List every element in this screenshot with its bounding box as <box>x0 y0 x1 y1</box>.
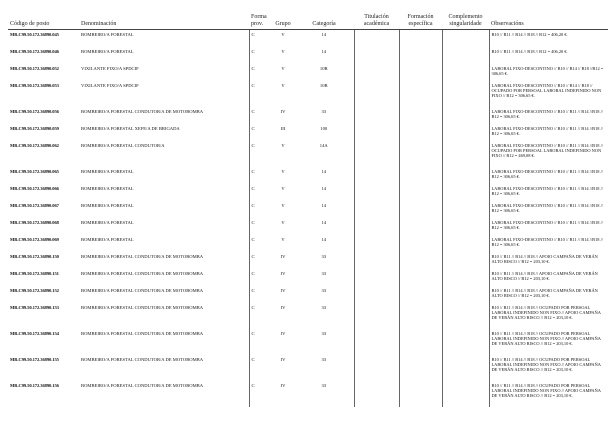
row-categoria: 33 <box>321 382 327 388</box>
table-row <box>8 381 608 407</box>
row-denominacion: BOMBEIRO/A FORESTAL CONDUTOR/A <box>81 142 165 148</box>
row-grupo: IV <box>280 382 286 388</box>
row-titulacion <box>354 64 399 81</box>
row-grupo: V <box>281 236 285 242</box>
row-forma-prov: C <box>249 81 272 107</box>
row-complemento <box>442 81 489 107</box>
row-observacions: B10 // B11 // B14 // B18 // B12 = 406,20 €. <box>491 32 568 37</box>
row-grupo: III <box>280 125 286 131</box>
row-forma-prov: C <box>249 30 272 47</box>
row-forma-prov: C <box>249 235 272 252</box>
row-formacion <box>399 167 442 184</box>
row-forma-prov: C <box>249 184 272 201</box>
row-denominacion: BOMBEIRO/A FORESTAL <box>81 236 134 242</box>
row-observacions: B10 // B11 // B14 // B18 // B12 = 406,20 €. <box>491 48 568 54</box>
row-observacions: LABORAL FIXO-DESCONTINO // B10 // B11 // B14 //B18 // B12 = 306,65 €. <box>491 108 604 119</box>
row-forma-prov: C <box>249 141 272 167</box>
row-grupo: V <box>281 168 285 174</box>
row-titulacion <box>354 184 399 201</box>
row-observacions: B10 // B11 // B14 // B18 // OCUPADO POR PERSOAL LABORAL INDEFINIDO NON FIXO // APOIO CAMPAÑA DE VERÁN ALTO RISCO // B12 = 203,10 €. <box>491 356 601 373</box>
table-row <box>8 303 608 329</box>
row-titulacion <box>354 107 399 124</box>
row-formacion <box>399 107 442 124</box>
table-body <box>8 30 608 407</box>
row-titulacion <box>354 355 399 381</box>
row-grupo: V <box>281 32 285 37</box>
row-code: MR.C99.50.172.36890.155 <box>10 356 59 362</box>
row-formacion <box>399 303 442 329</box>
row-code: MR.C99.50.172.36890.046 <box>10 48 59 54</box>
table-row <box>8 329 608 355</box>
row-observacions: LABORAL FIXO-DESCONTINO // B10 // B11 // B14 //B18 // B12 = 306,65 €. <box>491 185 604 196</box>
row-observacions: B10 // B11 // B14 // B18 // APOIO CAMPAÑA DE VERÁN ALTO RISCO // B12 = 203,10 €. <box>491 253 598 264</box>
table-row <box>8 286 608 303</box>
row-observacions: LABORAL FIXO-DESCONTINO // B10 // B11 // B14 //B18 // B12 = 306,65 €. <box>491 202 604 213</box>
row-titulacion <box>354 167 399 184</box>
row-observacions: LABORAL FIXO-DESCONTINO // B10 // B11 // B14 //B18 // B12 = 306,65 €. <box>491 168 604 179</box>
row-formacion <box>399 47 442 64</box>
row-categoria: 100 <box>320 125 328 131</box>
row-complemento <box>442 355 489 381</box>
row-denominacion: BOMBEIRO/A FORESTAL CONDUTOR/A DE MOTOBOMBA <box>81 108 204 114</box>
row-denominacion: BOMBEIRO/A FORESTAL <box>81 32 134 37</box>
row-grupo: IV <box>280 108 286 114</box>
row-grupo: V <box>281 82 285 88</box>
row-observacions: B10 // B11 // B14 // B18 // OCUPADO POR PERSOAL LABORAL INDEFINIDO NON FIXO // APOIO CAMPAÑA DE VERÁN ALTO RISCO // B12 = 203,10 €. <box>491 330 601 347</box>
table-row <box>8 252 608 269</box>
row-complemento <box>442 381 489 407</box>
row-observacions: LABORAL FIXO-DESCONTINO // B10 // B11 // B14 //B18 // B12 = 306,65 €. <box>491 125 604 136</box>
positions-table <box>8 14 608 407</box>
row-categoria: 33 <box>321 108 327 114</box>
row-categoria: 33 <box>321 253 327 259</box>
row-complemento <box>442 124 489 141</box>
row-denominacion: BOMBEIRO/A FORESTAL <box>81 185 134 191</box>
row-denominacion: VIXILANTE FIXO/A SPDCIF <box>81 65 139 71</box>
row-categoria: 33 <box>321 356 327 362</box>
row-grupo: IV <box>280 287 286 293</box>
table-row <box>8 235 608 252</box>
row-code: MR.C99.50.172.36890.067 <box>10 202 59 208</box>
row-code: MR.C99.50.172.36890.068 <box>10 219 59 225</box>
table-row <box>8 269 608 286</box>
row-titulacion <box>354 269 399 286</box>
row-code: MR.C99.50.172.36890.069 <box>10 236 59 242</box>
row-forma-prov: C <box>249 218 272 235</box>
row-titulacion <box>354 201 399 218</box>
row-formacion <box>399 329 442 355</box>
row-categoria: 10B <box>319 82 328 88</box>
row-observacions: B10 // B11 // B14 // B18 // OCUPADO POR PERSOAL LABORAL INDEFINIDO NON FIXO // APOIO CAMPAÑA DE VERÁN ALTO RISCO // B12 = 203,10 €. <box>491 382 601 399</box>
row-code: MR.C99.50.172.36890.066 <box>10 185 59 191</box>
row-denominacion: BOMBEIRO/A FORESTAL <box>81 219 134 225</box>
row-forma-prov: C <box>249 252 272 269</box>
row-denominacion: BOMBEIRO/A FORESTAL <box>81 168 134 174</box>
row-grupo: IV <box>280 330 286 336</box>
row-categoria: 14A <box>319 142 328 148</box>
header-titulacion: Titulación académica <box>354 14 399 30</box>
row-complemento <box>442 64 489 81</box>
row-titulacion <box>354 235 399 252</box>
row-forma-prov: C <box>249 329 272 355</box>
row-code: MR.C99.50.172.36890.045 <box>10 32 59 37</box>
row-formacion <box>399 141 442 167</box>
row-forma-prov: C <box>249 303 272 329</box>
table-row <box>8 141 608 167</box>
row-categoria: 14 <box>321 168 327 174</box>
row-grupo: V <box>281 142 285 148</box>
row-code: MR.C99.50.172.36890.153 <box>10 304 59 310</box>
row-formacion <box>399 81 442 107</box>
row-forma-prov: C <box>249 286 272 303</box>
row-code: MR.C99.50.172.36890.062 <box>10 142 59 148</box>
row-code: MR.C99.50.172.36890.150 <box>10 253 59 259</box>
row-categoria: 14 <box>321 48 327 54</box>
row-titulacion <box>354 81 399 107</box>
row-code: MR.C99.50.172.36890.065 <box>10 168 59 174</box>
row-observacions: B10 // B11 // B14 // B18 // OCUPADO POR PERSOAL LABORAL INDEFINIDO NON FIXO // APOIO CAMPAÑA DE VERÁN ALTO RISCO // B12 = 203,10 €. <box>491 304 601 321</box>
row-categoria: 14 <box>321 32 327 37</box>
row-observacions: B10 // B11 // B14 // B18 // APOIO CAMPAÑA DE VERÁN ALTO RISCO // B12 = 203,10 €. <box>491 270 598 281</box>
row-denominacion: VIXILANTE FIXO/A SPDCIF <box>81 82 139 88</box>
row-titulacion <box>354 124 399 141</box>
row-formacion <box>399 64 442 81</box>
row-complemento <box>442 252 489 269</box>
row-forma-prov: C <box>249 64 272 81</box>
row-code: MR.C99.50.172.36890.154 <box>10 330 59 336</box>
row-code: MR.C99.50.172.36890.156 <box>10 382 59 388</box>
row-formacion <box>399 235 442 252</box>
row-complemento <box>442 141 489 167</box>
row-formacion <box>399 124 442 141</box>
table-row <box>8 47 608 64</box>
row-observacions: LABORAL FIXO-DESCONTINO // B10 // B11 // B14 //B18 // B12 = 306,65 €. <box>491 236 604 247</box>
row-formacion <box>399 381 442 407</box>
row-observacions: LABORAL FIXO-DESCONTINO // B10 // B14 // B18 // OCUPADO POR PERSOAL LABORAL INDEFINIDO NON FIXO // B12 = 306,65 €. <box>491 82 602 99</box>
row-formacion <box>399 286 442 303</box>
row-forma-prov: C <box>249 355 272 381</box>
row-code: MR.C99.50.172.36890.059 <box>10 125 59 131</box>
row-observacions: B10 // B11 // B14 // B18 // APOIO CAMPAÑA DE VERÁN ALTO RISCO // B12 = 203,10 €. <box>491 287 598 298</box>
table-row <box>8 30 608 47</box>
row-denominacion: BOMBEIRO/A FORESTAL <box>81 48 134 54</box>
header-codigo: Código de posto <box>8 14 79 30</box>
header-categoria: Categoría <box>294 14 354 30</box>
row-observacions: LABORAL FIXO-DESCONTINO // B10 // B11 // B14 //B18 // OCUPADO POR PERSOAL LABORAL INDEFINIDO NON FIXO // B12 = 469,08 €. <box>491 142 604 159</box>
header-grupo: Grupo <box>272 14 294 30</box>
row-code: MR.C99.50.172.36890.151 <box>10 270 59 276</box>
row-forma-prov: C <box>249 167 272 184</box>
row-categoria: 14 <box>321 202 327 208</box>
row-grupo: IV <box>280 270 286 276</box>
table-row <box>8 201 608 218</box>
table-row <box>8 167 608 184</box>
row-code: MR.C99.50.172.36890.056 <box>10 108 59 114</box>
row-grupo: V <box>281 65 285 71</box>
row-categoria: 14 <box>321 236 327 242</box>
row-titulacion <box>354 218 399 235</box>
header-formacion: Formación específica <box>399 14 442 30</box>
row-complemento <box>442 201 489 218</box>
row-denominacion: BOMBEIRO/A FORESTAL CONDUTOR/A DE MOTOBOMBA <box>81 356 204 362</box>
row-denominacion: BOMBEIRO/A FORESTAL CONDUTOR/A DE MOTOBOMBA <box>81 330 204 336</box>
row-forma-prov: C <box>249 107 272 124</box>
row-formacion <box>399 201 442 218</box>
row-titulacion <box>354 286 399 303</box>
row-complemento <box>442 286 489 303</box>
row-categoria: 14 <box>321 185 327 191</box>
row-code: MR.C99.50.172.36890.052 <box>10 65 59 71</box>
row-grupo: V <box>281 219 285 225</box>
row-grupo: IV <box>280 304 286 310</box>
row-observacions: LABORAL FIXO-DESCONTINO // B10 // B14 // B18 //B12 = 306,65 €. <box>491 65 604 76</box>
header-complemento: Complemento singularidade <box>442 14 489 30</box>
table-row <box>8 64 608 81</box>
row-denominacion: BOMBEIRO/A FORESTAL CONDUTOR/A DE MOTOBOMBA <box>81 382 204 388</box>
row-titulacion <box>354 329 399 355</box>
table-header <box>8 14 608 30</box>
row-denominacion: BOMBEIRO/A FORESTAL CONDUTOR/A DE MOTOBOMBA <box>81 270 204 276</box>
row-categoria: 33 <box>321 270 327 276</box>
row-formacion <box>399 252 442 269</box>
row-complemento <box>442 269 489 286</box>
row-complemento <box>442 47 489 64</box>
row-categoria: 33 <box>321 287 327 293</box>
row-denominacion: BOMBEIRO/A FORESTAL CONDUTOR/A DE MOTOBOMBA <box>81 304 204 310</box>
row-formacion <box>399 218 442 235</box>
row-grupo: IV <box>280 253 286 259</box>
row-code: MR.C99.50.172.36890.152 <box>10 287 59 293</box>
table-row <box>8 124 608 141</box>
row-formacion <box>399 30 442 47</box>
row-grupo: V <box>281 48 285 54</box>
row-denominacion: BOMBEIRO/A FORESTAL XEFE/A DE BRIGADA <box>81 125 180 131</box>
row-forma-prov: C <box>249 269 272 286</box>
row-forma-prov: C <box>249 47 272 64</box>
row-complemento <box>442 303 489 329</box>
row-denominacion: BOMBEIRO/A FORESTAL <box>81 202 134 208</box>
table-row <box>8 184 608 201</box>
row-grupo: V <box>281 202 285 208</box>
header-observacions: Observacións <box>489 14 608 30</box>
table-row <box>8 81 608 107</box>
row-code: MR.C99.50.172.36890.053 <box>10 82 59 88</box>
row-denominacion: BOMBEIRO/A FORESTAL CONDUTOR/A DE MOTOBOMBA <box>81 287 204 293</box>
row-denominacion: BOMBEIRO/A FORESTAL CONDUTOR/A DE MOTOBOMBA <box>81 253 204 259</box>
row-titulacion <box>354 47 399 64</box>
row-titulacion <box>354 252 399 269</box>
row-formacion <box>399 184 442 201</box>
row-complemento <box>442 167 489 184</box>
row-titulacion <box>354 303 399 329</box>
row-forma-prov: C <box>249 201 272 218</box>
row-titulacion <box>354 381 399 407</box>
row-complemento <box>442 184 489 201</box>
row-grupo: IV <box>280 356 286 362</box>
row-formacion <box>399 269 442 286</box>
table-row <box>8 107 608 124</box>
row-grupo: V <box>281 185 285 191</box>
row-complemento <box>442 329 489 355</box>
table-row <box>8 355 608 381</box>
header-forma-prov: Forma prov. <box>249 14 272 30</box>
row-categoria: 14 <box>321 219 327 225</box>
row-categoria: 10B <box>319 65 328 71</box>
row-complemento <box>442 235 489 252</box>
row-titulacion <box>354 141 399 167</box>
row-observacions: LABORAL FIXO-DESCONTINO // B10 // B11 // B14 //B18 // B12 = 306,65 €. <box>491 219 604 230</box>
table-row <box>8 218 608 235</box>
row-complemento <box>442 107 489 124</box>
row-forma-prov: C <box>249 124 272 141</box>
header-denominacion: Denominación <box>79 14 249 30</box>
row-categoria: 33 <box>321 330 327 336</box>
row-formacion <box>399 355 442 381</box>
row-complemento <box>442 30 489 47</box>
row-categoria: 33 <box>321 304 327 310</box>
row-forma-prov: C <box>249 381 272 407</box>
row-titulacion <box>354 30 399 47</box>
row-complemento <box>442 218 489 235</box>
